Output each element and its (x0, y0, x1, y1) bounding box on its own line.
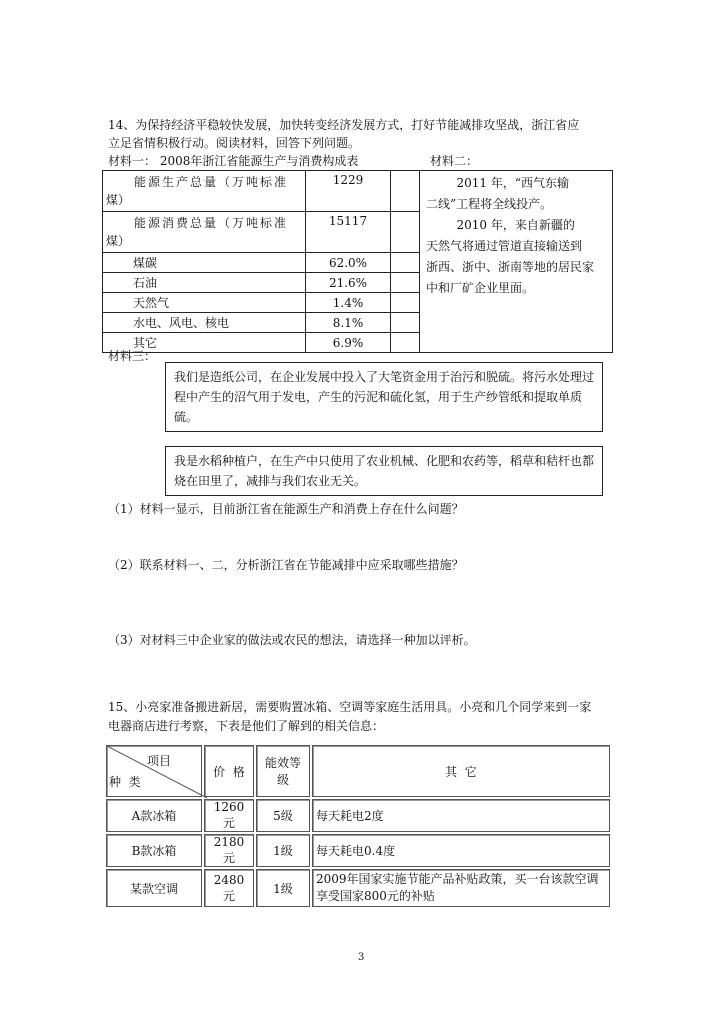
row-label: 天然气 (133, 295, 170, 310)
table-cell-label (103, 313, 306, 333)
cell-other (312, 834, 610, 867)
header-kind: 种 类 (109, 775, 141, 789)
cell-kind (106, 869, 202, 907)
table-row (106, 799, 610, 832)
table-cell-empty (391, 253, 420, 273)
table-cell-label (103, 293, 306, 313)
header-energy (256, 745, 310, 797)
row-label-cont: 煤） (106, 234, 131, 248)
material2-label: 材料二： (430, 154, 479, 168)
q15-intro-line2: 电器商店进行考察，下表是他们了解到的相关信息： (108, 719, 385, 733)
cell-price (204, 799, 254, 832)
cell-other (312, 799, 610, 832)
energy-text: 1级 (273, 881, 293, 896)
row-label: 其它 (133, 335, 158, 350)
energy-table-container (102, 170, 613, 353)
header-energy-label: 能效等级 (264, 756, 301, 787)
table-cell-empty (391, 171, 420, 212)
price-text: 2180元 (213, 835, 245, 865)
energy-text: 1级 (273, 844, 293, 858)
header-other-label: 其 它 (445, 764, 477, 779)
row-value: 62.0% (328, 255, 368, 270)
header-item: 项目 (146, 754, 171, 768)
table-cell-value (306, 171, 391, 212)
table-cell-empty (391, 333, 420, 353)
cell-energy (256, 799, 310, 832)
row-label: 水电、风电、核电 (133, 315, 230, 330)
material3-farmer-text: 我是水稻种植户，在生产中只使用了农业机械、化肥和农药等，稻草和秸杆也都烧在田里了，减排与我们农业无关。 (174, 454, 595, 488)
q14-intro-line1: 14、为保持经济平稳较快发展，加快转变经济发展方式，打好节能减排攻坚战，浙江省应 (108, 118, 580, 132)
material2-line: 天然气将通过管道直接输送到 (426, 239, 583, 253)
table-cell-label (103, 253, 306, 273)
material2-line: 浙西、浙中、浙南等地的居民家 (426, 260, 595, 274)
table-row (106, 834, 610, 867)
appliance-table-container (104, 743, 612, 909)
cell-other (312, 869, 610, 907)
material2-line: 中和厂矿企业里面。 (426, 281, 535, 295)
material3-box-farmer (165, 446, 603, 496)
row-value: 21.6% (328, 275, 368, 290)
table-cell-value (306, 313, 391, 333)
kind-text: B款冰箱 (131, 844, 177, 858)
question-1: （1）材料一显示，目前浙江省在能源生产和消费上存在什么问题？ (108, 502, 464, 516)
energy-table (102, 170, 613, 353)
price-text: 2480元 (213, 872, 245, 903)
other-text: 2009年国家实施节能产品补贴政策，买一台该款空调享受国家800元的补贴 (316, 872, 599, 903)
material2-line: 二线”工程将全线投产。 (426, 197, 553, 211)
material2-line: 2010 年，来自新疆的 (426, 218, 575, 232)
row-label: 石油 (133, 275, 158, 290)
price-text: 1260元 (213, 800, 245, 830)
q15-intro-line1: 15、小亮家准备搬进新居，需要购置冰箱、空调等家庭生活用具。小亮和几个同学来到一家 (108, 700, 592, 714)
table-header-row (106, 745, 610, 797)
table-cell-value (306, 273, 391, 293)
material2-line: 2011 年，“西气东输 (426, 176, 570, 190)
table-row (106, 869, 610, 907)
page-number: 3 (358, 952, 365, 963)
kind-text: A款冰箱 (131, 809, 177, 823)
row-label: 能源消费总量（万吨标准 (134, 216, 289, 230)
q14-intro-line2: 立足省情积极行动。阅读材料，回答下列问题。 (108, 136, 361, 150)
table-cell-value (306, 333, 391, 353)
question-2: （2）联系材料一、二，分析浙江省在节能减排中应采取哪些措施？ (108, 558, 464, 572)
cell-price (204, 834, 254, 867)
header-price-label: 价 格 (213, 764, 245, 779)
material3-company-text: 我们是造纸公司，在企业发展中投入了大笔资金用于治污和脱硫。将污水处理过程中产生的沼气用于发电，产生的污泥和硫化氢，用于生产纱管纸和提取单质硫。 (174, 370, 595, 424)
cell-energy (256, 869, 310, 907)
row-label: 煤碳 (133, 255, 158, 270)
other-text: 每天耗电0.4度 (316, 844, 396, 858)
table-cell-label (103, 171, 306, 212)
table-cell-value (306, 253, 391, 273)
row-value: 1.4% (332, 295, 364, 310)
table-cell-value (306, 212, 391, 253)
table-cell-empty (391, 212, 420, 253)
header-price (204, 745, 254, 797)
table-cell-label (103, 212, 306, 253)
material3-box-company (165, 362, 603, 432)
header-other (312, 745, 610, 797)
row-label-cont: 煤） (106, 193, 131, 207)
kind-text: 某款空调 (129, 881, 178, 896)
header-cell-diagonal (106, 745, 202, 797)
table-row (103, 171, 613, 212)
cell-kind (106, 834, 202, 867)
material1-label: 材料一： 2008年浙江省能源生产与消费构成表 (108, 154, 359, 168)
material3-label: 材料三： (108, 349, 157, 363)
cell-price (204, 869, 254, 907)
row-value: 1229 (332, 173, 364, 187)
table-cell-empty (391, 273, 420, 293)
cell-energy (256, 834, 310, 867)
table-cell-label (103, 273, 306, 293)
table-cell-empty (391, 293, 420, 313)
other-text: 每天耗电2度 (316, 809, 384, 823)
row-label: 能源生产总量（万吨标准 (134, 175, 289, 189)
row-value: 8.1% (332, 315, 364, 330)
row-value: 6.9% (332, 335, 364, 350)
cell-kind (106, 799, 202, 832)
row-value: 15117 (328, 214, 368, 228)
table-cell-value (306, 293, 391, 313)
question-3: （3）对材料三中企业家的做法或农民的想法，请选择一种加以评析。 (108, 633, 476, 647)
appliance-table (104, 743, 612, 909)
material2-cell (420, 171, 613, 353)
energy-text: 5级 (273, 809, 293, 823)
table-cell-empty (391, 313, 420, 333)
